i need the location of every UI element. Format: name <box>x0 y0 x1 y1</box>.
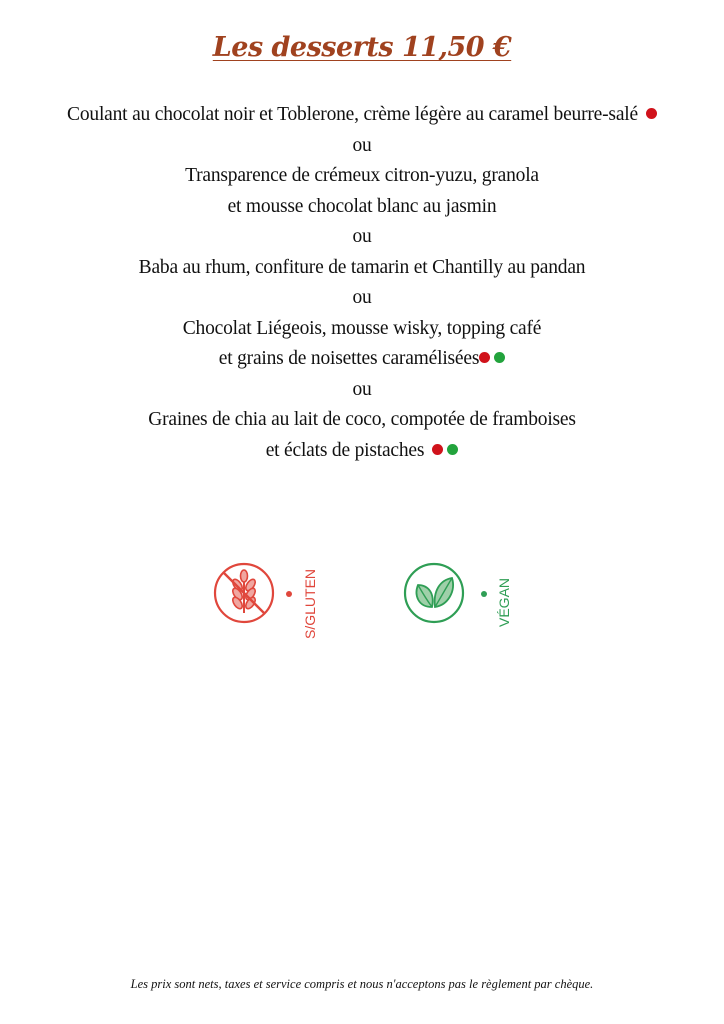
legend-vegan <box>402 553 522 639</box>
gluten-free-dot-icon <box>432 444 443 455</box>
dessert-1 <box>0 100 724 131</box>
dessert-4 <box>0 344 724 375</box>
gluten-free-dot-icon <box>479 352 490 363</box>
dessert-4-line-2: et grains de noisettes caramélisées <box>218 348 480 369</box>
no-wheat-icon <box>212 561 276 625</box>
vegan-label: VÉGAN <box>496 577 512 627</box>
vegan-dot-icon <box>481 591 487 597</box>
separator-or: ou <box>352 226 372 247</box>
gluten-free-dot-icon <box>646 108 657 119</box>
dessert-4-line-1: Chocolat Liégeois, mousse wisky, topping café <box>182 317 542 339</box>
dessert-5 <box>0 436 724 467</box>
leaves-icon <box>402 561 466 625</box>
footer-note: Les prix sont nets, taxes et service compris et nous n'acceptons pas le règlement par chèque. <box>130 977 594 991</box>
dessert-5-line-2: et éclats de pistaches <box>265 439 425 461</box>
page-title: Les desserts 11,50 € <box>212 32 512 63</box>
dessert-2-line-1: Transparence de crémeux citron-yuzu, granola <box>185 165 539 186</box>
dessert-3-line-1: Baba au rhum, confiture de tamarin et Chantilly au pandan <box>138 256 586 278</box>
vegan-dot-icon <box>447 444 458 455</box>
dessert-1-line-1: Coulant au chocolat noir et Toblerone, crème légère au caramel beurre-salé <box>67 104 638 125</box>
gluten-free-label: S/GLUTEN <box>302 568 318 639</box>
dessert-2-line-2: et mousse chocolat blanc au jasmin <box>227 195 497 217</box>
separator-or: ou <box>352 378 372 400</box>
dessert-list <box>0 100 724 466</box>
dessert-5-line-1: Graines de chia au lait de coco, compotée de framboises <box>148 409 576 430</box>
separator-or: ou <box>352 287 372 308</box>
legend-gluten-free <box>212 553 332 639</box>
gluten-free-dot-icon <box>286 591 292 597</box>
vegan-dot-icon <box>494 352 505 363</box>
separator-or: ou <box>352 134 372 156</box>
